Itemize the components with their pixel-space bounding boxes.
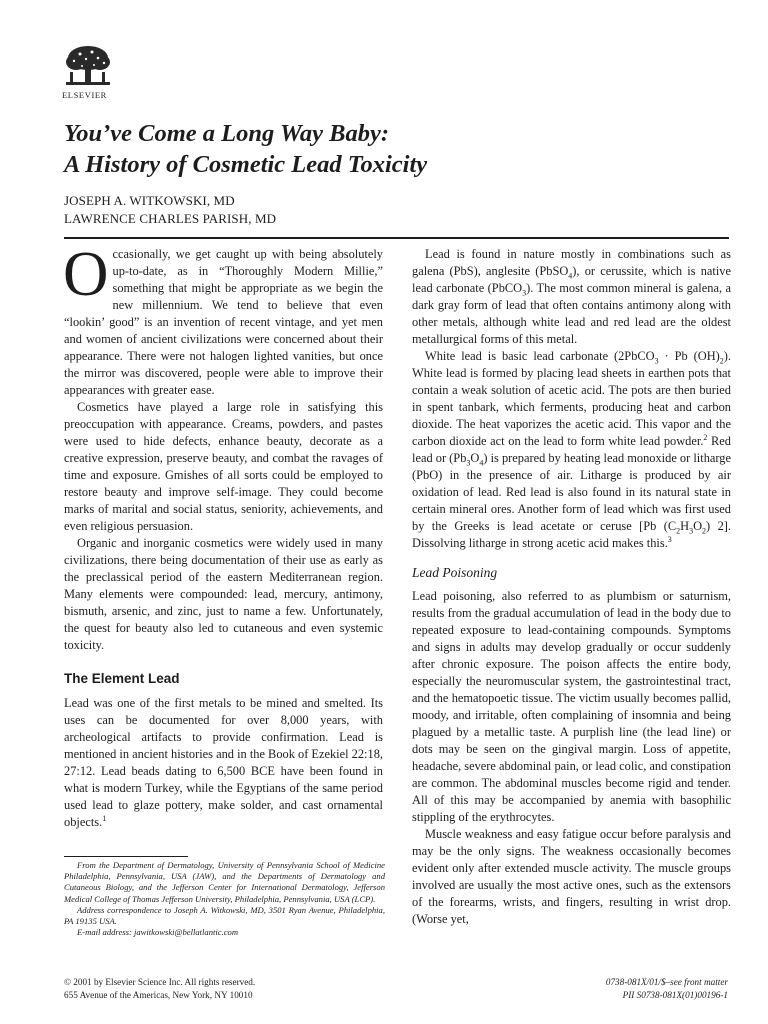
left-column bbox=[63, 239, 383, 831]
title-line-2: A History of Cosmetic Lead Toxicity bbox=[64, 151, 428, 178]
paragraph: Organic and inorganic cosmetics were widely used in many civilizations, there being documentation of their use as early as the preclassical period of the eastern Mediterranean region. Many elements were compounded: lead, mercury, antimony, bismuth, arsenic, and zinc, just to name a few. Unfortunately, the quest for beauty also led to cutaneous and even systemic toxicity. bbox=[64, 536, 383, 652]
article-title bbox=[64, 118, 724, 180]
author-list bbox=[64, 192, 276, 228]
author: LAWRENCE CHARLES PARISH, MD bbox=[64, 211, 277, 226]
drop-cap: O bbox=[63, 239, 109, 309]
page-footer-right bbox=[606, 976, 728, 1002]
right-column bbox=[412, 246, 731, 928]
intro-paragraph bbox=[63, 239, 383, 399]
title-line-1: You’ve Come a Long Way Baby: bbox=[64, 120, 390, 147]
copyright: © 2001 by Elsevier Science Inc. All rights reserved. bbox=[64, 977, 256, 987]
citation-ref: 3 bbox=[667, 534, 672, 544]
author: JOSEPH A. WITKOWSKI, MD bbox=[64, 193, 235, 208]
paragraph-text: ccasionally, we get caught up with being absolutely up-to-date, as in “Thoroughly Modern Millie,” something that might be appropriate as we begin the new millennium. We tend to believe that even “lookin’ good” is an invention of recent vintage, and yet men and women of ancient civilizations were concerned about their appearance. There were not halogen lighted vanities, but once the mirror was discovered, people were able to improve their appearances with greater ease. bbox=[64, 247, 383, 397]
footnote-email: E-mail address: jawitkowski@bellatlantic.com bbox=[77, 927, 239, 938]
paragraph: Lead is found in nature mostly in combinations such as galena (PbS), anglesite (PbSO$_4$), or cerussite, which is native lead carbonate (PbCO$_3$). The most common mineral is galena, a dark gray form of lead that often contains antimony along with other metals, although white lead and red lead are the oldest metallurgical forms of this metal. bbox=[412, 247, 731, 346]
section-heading: The Element Lead bbox=[64, 671, 180, 686]
paragraph: White lead is basic lead carbonate (2PbCO$_3$ · Pb $(OH)_2$). White lead is formed by placing lead sheets in earthen pots that contain a weak solution of acetic acid. The pots are then buried in spent tanbark, which ferments, producing heat and carbon dioxide. The heat vaporizes the acetic acid. This vapor and the carbon dioxide act on the lead to form white lead powder.$^2$ Red lead or $(Pb_3O_4)$ is prepared by heating lead monoxide or litharge (PbO) in the presence of air. Litharge is produced by air oxidation of lead. Red lead is also found in its natural state in certain mineral ores. Another form of lead which was first used by the Greeks is lead acetate or ceruse [Pb $(C_2H_3O_2)$ 2]. Dissolving litharge in strong acetic acid makes this.$^3$ bbox=[412, 349, 732, 550]
title-divider bbox=[64, 237, 729, 239]
citation-ref: 1 bbox=[102, 813, 107, 823]
publisher-address: 655 Avenue of the Americas, New York, NY 10010 bbox=[64, 990, 253, 1000]
paragraph: Muscle weakness and easy fatigue occur before paralysis and may be the only signs. The weakness occasionally becomes evident only after extended muscle activity. The muscle groups involved are usually the most active ones, such as the extensors of the forearms, wrists, and fingers, resulting in wrist drop. (Worse yet, bbox=[412, 827, 731, 926]
paragraph bbox=[64, 695, 383, 831]
paragraph: Lead poisoning, also referred to as plumbism or saturnism, results from the gradual accumulation of lead in the body due to repeated exposure to lead-containing compounds. Symptoms and signs in adults may develop gradually or occur suddenly after chronic exposure. The poison affects the entire body, especially the neuromuscular system, the gastrointestinal tract, and the hematopoetic tissue. The victim usually becomes pallid, moody, and irritable, often complaining of insomnia and being plagued by a metallic taste. A purplish line (the lead line) or dots may be seen on the gingival margin. Loss of appetite, headache, severe abdominal pain, or lead colic, and constipation are common. The abdominal muscles become rigid and tender. All of this may be accompanied by anemia with basophilic stippling of the erythrocytes. bbox=[412, 589, 731, 824]
paragraph-text: Lead was one of the first metals to be mined and smelted. Its uses can be documented for over 8,000 years, with archeological artifacts to provide confirmation. Lead is mentioned in ancient histories and in the Book of Ezekiel 22:18, 27:12. Lead beads dating to 6,500 BCE have been found in what is modern Turkey, while the Egyptians of the same period used lead to glaze pottery, make solder, and cast ornamental objects. bbox=[64, 696, 383, 829]
publisher-logo bbox=[62, 44, 114, 100]
footnote-affiliation: From the Department of Dermatology, University of Pennsylvania School of Medicine Philadelphia, Pennsylvania, USA (JAW), and the Departments of Dermatology and Cutaneous Biology, and the Jefferson Center for International Dermatology, Jefferson Medical College of Thomas Jefferson University, Philadelphia, Pennsylvania, USA (LCP). bbox=[64, 860, 385, 904]
elsevier-tree-icon bbox=[62, 44, 114, 88]
citation-ref: 2 bbox=[703, 432, 708, 442]
paragraph: Cosmetics have played a large role in satisfying this preoccupation with appearance. Creams, powders, and pastes were used to hide defects, enhance beauty, decorate as a creative expression, preserve beauty, and combat the ravages of time and exposure. Gmishes of all sorts could be employed to restore beauty and improve self-image. They could become marks of marital and social status, seniority, achievements, and even religious persuasion. bbox=[64, 400, 383, 533]
publisher-name: ELSEVIER bbox=[62, 90, 107, 100]
page-footer-left bbox=[64, 976, 255, 1002]
footnote-divider bbox=[64, 856, 188, 857]
pii: PII S0738-081X(01)00196-1 bbox=[622, 990, 728, 1000]
subsection-heading: Lead Poisoning bbox=[412, 565, 498, 580]
issn: 0738-081X/01/$–see front matter bbox=[605, 977, 728, 987]
footnote bbox=[64, 860, 385, 938]
footnote-address: Address correspondence to Joseph A. Witkowski, MD, 3501 Ryan Avenue, Philadelphia, PA 19135 USA. bbox=[64, 904, 385, 927]
